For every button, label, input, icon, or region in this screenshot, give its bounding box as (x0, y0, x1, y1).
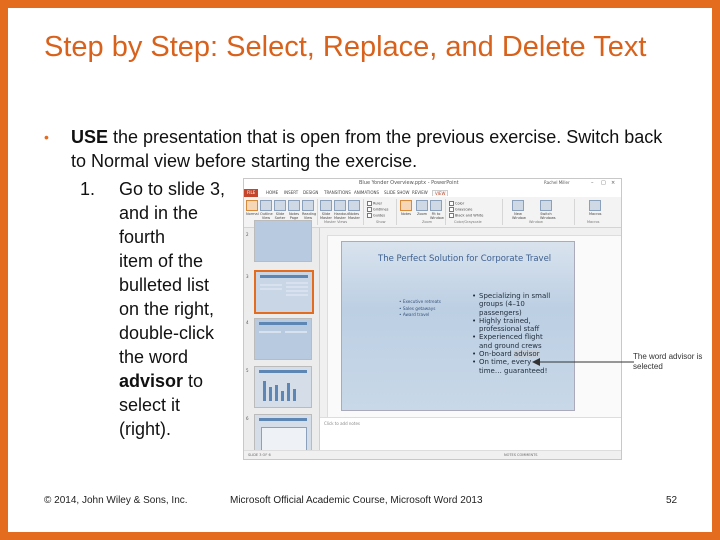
thumb-line (285, 331, 307, 333)
notes-label: Notes (400, 212, 412, 216)
close-icon[interactable]: × (611, 180, 616, 186)
slide-canvas[interactable] (341, 241, 575, 411)
left-bullet-text: Award travel (402, 312, 430, 317)
ribbon-separator (396, 199, 397, 225)
grayscale-option[interactable] (449, 207, 472, 212)
tab-slide-show[interactable]: SLIDE SHOW (384, 190, 410, 195)
thumb-number: 5 (246, 368, 249, 373)
step-line: and in the (119, 203, 199, 223)
thumb-chart-bar (275, 385, 278, 401)
ribbon-separator (363, 199, 364, 225)
selected-word-advisor[interactable]: advisor (513, 350, 540, 359)
step-line: bulleted list (119, 275, 210, 295)
thumb-number: 6 (246, 416, 249, 421)
thumb-table (261, 427, 307, 451)
slide-sorter-label: Slide Sorter (274, 212, 286, 220)
left-bullet-text: Sales getaways (402, 305, 436, 311)
thumb-title-bar (259, 418, 307, 421)
left-bullet-text: Executive retreats (402, 299, 441, 304)
powerpoint-screenshot (243, 178, 622, 460)
maximize-icon[interactable]: □ (601, 180, 606, 186)
fit-to-window-label: Fit to Window (430, 212, 444, 220)
ribbon-separator (574, 199, 575, 225)
step-tail: to (183, 371, 204, 391)
switch-windows-button[interactable] (540, 200, 556, 220)
macros-label: Macros (589, 212, 602, 216)
user-name: Rachel Miller (544, 180, 570, 185)
group-show: Show (376, 220, 386, 224)
slide-heading[interactable]: The Perfect Solution for Corporate Travel (378, 254, 552, 264)
thumb-line (286, 294, 308, 296)
notes-page-label: Notes Page (288, 212, 300, 220)
slide-thumbnail-selected[interactable] (254, 270, 314, 314)
footer-page-number: 52 (666, 495, 678, 506)
minimize-icon[interactable]: – (591, 180, 594, 186)
switch-windows-label: Switch Windows (540, 212, 556, 220)
tab-view[interactable]: VIEW (432, 190, 448, 196)
group-window: Window (529, 220, 543, 224)
gridlines-checkbox[interactable] (367, 207, 389, 212)
ruler-label: Ruler (373, 201, 383, 206)
thumb-chart-bar (269, 387, 272, 401)
thumb-number: 3 (246, 274, 249, 279)
notes-placeholder: Click to add notes (324, 421, 360, 426)
thumb-title-bar (259, 322, 307, 325)
normal-view-button[interactable] (246, 200, 258, 216)
thumb-title-bar (259, 370, 307, 373)
reading-view-label: Reading View (302, 212, 317, 220)
tab-insert[interactable]: INSERT (284, 190, 299, 195)
step-line: fourth (119, 227, 166, 247)
black-and-white-label: Black and White (455, 213, 484, 218)
callout-arrow-icon (530, 355, 635, 371)
right-bullet-item: • Highly trained, professional staff (472, 317, 554, 334)
vertical-ruler (320, 235, 328, 435)
zoom-label: Zoom (416, 212, 428, 216)
new-window-label: New Window (512, 212, 526, 220)
slide-title: Step by Step: Select, Replace, and Delete Text (44, 31, 647, 63)
slide-thumbnail-pane (244, 228, 320, 450)
macros-button[interactable] (589, 200, 601, 216)
slide-counter: SLIDE 3 OF 6 (248, 453, 271, 457)
thumb-line (286, 282, 308, 284)
tab-design[interactable]: DESIGN (303, 190, 319, 195)
left-bullet-item: • Executive retreats (399, 299, 441, 304)
slide-thumbnail[interactable] (254, 220, 312, 262)
slide-master-label: Slide Master (320, 212, 332, 220)
thumb-line (260, 284, 282, 286)
step-line: item of the (119, 251, 204, 271)
tab-transitions[interactable]: TRANSITIONS (324, 190, 351, 195)
step-bold-word: advisor (119, 371, 184, 391)
step-number: 1. (80, 179, 96, 199)
bullet-dot-icon: • (44, 129, 49, 145)
callout-text: The word advisor is selected (633, 352, 703, 371)
outline-view-label: Outline View (260, 212, 273, 220)
grayscale-label: Grayscale (455, 207, 473, 212)
slide-sorter-button[interactable] (274, 200, 286, 220)
color-label: Color (455, 201, 465, 206)
right-bullet-item: • Experienced flight and ground crews (472, 333, 554, 350)
thumb-line (259, 331, 281, 333)
notes-pane[interactable] (320, 417, 621, 450)
status-bar (244, 450, 621, 460)
notes-button[interactable] (400, 200, 412, 216)
bullet-bold: USE (71, 127, 109, 147)
tab-file[interactable]: FILE (244, 189, 258, 197)
notes-page-button[interactable] (288, 200, 300, 220)
right-bullet-item: • Specializing in small groups (4–10 passengers) (472, 292, 554, 317)
thumb-chart-bar (287, 383, 290, 401)
step-line: Go to slide 3, (119, 179, 226, 199)
thumb-chart-bar (281, 391, 284, 401)
right-bullet-item: • On time, every time… guaranteed! (472, 358, 554, 375)
bullet-body: the presentation that is open from the previous exercise. Switch back to Normal view before starting the exercise. (71, 127, 663, 171)
outline-view-button[interactable] (260, 200, 272, 220)
group-color-grayscale: Color/Grayscale (454, 220, 482, 224)
horizontal-ruler (320, 228, 621, 236)
thumb-number: 4 (246, 320, 249, 325)
thumb-number: 2 (246, 232, 249, 237)
ribbon-separator (317, 199, 318, 225)
thumb-line (286, 290, 308, 292)
step-line (119, 369, 234, 393)
reading-view-button[interactable] (302, 200, 317, 220)
tab-animations[interactable]: ANIMATIONS (354, 190, 380, 195)
thumb-line (260, 288, 282, 290)
left-bullet-list[interactable] (399, 299, 441, 319)
black-and-white-option[interactable] (449, 213, 483, 218)
bullet-text (71, 125, 671, 173)
item4-prefix: On-board (479, 350, 514, 359)
step-line: (right). (119, 419, 172, 439)
normal-view-label: Normal (246, 212, 259, 216)
step-line: on the right, (119, 299, 215, 319)
guides-checkbox[interactable] (367, 213, 385, 218)
guides-label: Guides (373, 213, 386, 218)
ruler-checkbox[interactable] (367, 201, 382, 206)
color-option[interactable] (449, 201, 464, 206)
thumb-title-bar (260, 275, 308, 278)
ribbon-separator (502, 199, 503, 225)
thumb-chart-bar (293, 389, 296, 401)
slide-thumbnail[interactable] (254, 366, 312, 408)
footer-copyright: © 2014, John Wiley & Sons, Inc. (44, 495, 188, 506)
window-title: Blue Yonder Overview.pptx - PowerPoint (359, 180, 459, 186)
zoom-button[interactable] (416, 200, 428, 216)
tab-review[interactable]: REVIEW (412, 190, 428, 195)
slide-master-button[interactable] (320, 200, 332, 220)
notes-master-label: Notes Master (348, 212, 360, 220)
fit-to-window-button[interactable] (430, 200, 442, 220)
handout-master-button[interactable] (334, 200, 349, 220)
status-buttons[interactable]: NOTES COMMENTS (504, 453, 538, 457)
handout-master-label: Handout Master (334, 212, 349, 220)
left-bullet-item: • Sales getaways (399, 305, 436, 311)
thumb-chart-bar (263, 381, 266, 401)
ribbon-separator (445, 199, 446, 225)
group-zoom: Zoom (422, 220, 433, 224)
step-line: the word (119, 347, 189, 367)
left-bullet-item: • Award travel (399, 312, 430, 317)
notes-master-button[interactable] (348, 200, 360, 220)
gridlines-label: Gridlines (373, 207, 389, 212)
step-body (119, 177, 234, 441)
thumb-line (286, 286, 308, 288)
footer-course: Microsoft Official Academic Course, Microsoft Word 2013 (230, 495, 483, 506)
group-macros: Macros (587, 220, 600, 224)
slide-thumbnail[interactable] (254, 318, 312, 360)
group-master-views: Master Views (324, 220, 348, 224)
step-line: select it (119, 395, 181, 415)
step-line: double-click (119, 323, 215, 343)
tab-home[interactable]: HOME (266, 190, 279, 195)
new-window-button[interactable] (512, 200, 524, 220)
